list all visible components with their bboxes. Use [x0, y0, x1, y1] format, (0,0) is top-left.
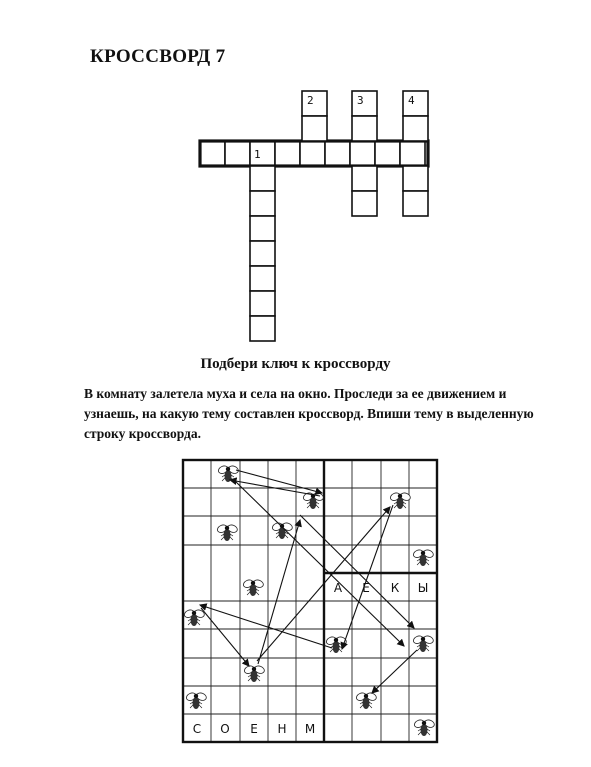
- fly-icons: [183, 464, 435, 736]
- crossword-cell[interactable]: [352, 191, 377, 216]
- crossword-cell[interactable]: [250, 191, 275, 216]
- fly-icon: [412, 634, 434, 652]
- crossword-cell[interactable]: [302, 91, 327, 116]
- crossword-number-3: 3: [357, 94, 364, 107]
- crossword-cell[interactable]: [250, 316, 275, 341]
- crossword-word-2: [302, 91, 327, 141]
- path-arrow: [230, 480, 320, 496]
- crossword-cell[interactable]: [200, 141, 225, 166]
- crossword-number-2: 2: [307, 94, 314, 107]
- fly-icon: [217, 464, 239, 482]
- crossword-number-4: 4: [408, 94, 415, 107]
- crossword-cell[interactable]: [350, 141, 375, 166]
- path-arrow: [200, 605, 332, 648]
- fly-icon: [183, 608, 205, 626]
- crossword-cell[interactable]: [403, 91, 428, 116]
- crossword-cell[interactable]: [302, 116, 327, 141]
- path-arrow: [236, 470, 322, 493]
- fly-icon: [185, 691, 207, 709]
- fly-icon: [216, 523, 238, 541]
- fly-icon: [412, 548, 434, 566]
- crossword-cell[interactable]: [225, 141, 250, 166]
- crossword-highlighted-row: [200, 141, 428, 166]
- crossword-cell[interactable]: [250, 216, 275, 241]
- fly-icon: [389, 491, 411, 509]
- fly-icon: [302, 491, 324, 509]
- path-arrow: [257, 507, 390, 661]
- crossword-cell[interactable]: [250, 241, 275, 266]
- crossword-cell[interactable]: [400, 141, 425, 166]
- crossword-cell[interactable]: [375, 141, 400, 166]
- crossword-word-1: [250, 166, 275, 341]
- path-arrow: [201, 608, 249, 666]
- crossword-cell[interactable]: [325, 141, 350, 166]
- crossword-cell[interactable]: [352, 116, 377, 141]
- crossword-cell[interactable]: [250, 291, 275, 316]
- fly-icon: [325, 635, 347, 653]
- crossword-grid: [0, 0, 591, 350]
- crossword-cell[interactable]: [352, 166, 377, 191]
- fly-icon: [355, 691, 377, 709]
- crossword-cell[interactable]: [403, 191, 428, 216]
- grid-letter: С: [192, 722, 202, 736]
- path-arrow: [342, 505, 393, 649]
- grid-letter: Ы: [417, 581, 429, 595]
- instructions-text: В комнату залетела муха и села на окно. Проследи за ее движением и узнаешь, на какую тему составлен кроссворд. Впиши тему в выделенную строку кроссворда.: [84, 386, 534, 441]
- fly-icon: [413, 718, 435, 736]
- path-arrow: [258, 520, 300, 664]
- flight-path: [200, 470, 417, 693]
- crossword-cell[interactable]: [250, 166, 275, 191]
- crossword-cell[interactable]: [352, 91, 377, 116]
- crossword-cell[interactable]: [275, 141, 300, 166]
- crossword-cell[interactable]: [300, 141, 325, 166]
- grid-letter: А: [333, 581, 343, 595]
- grid-lines: [183, 460, 437, 742]
- grid-letter: К: [390, 581, 400, 595]
- fly-icon: [242, 578, 264, 596]
- page-title: КРОССВОРД 7: [90, 46, 226, 67]
- grid-letter: М: [304, 722, 316, 736]
- section-subtitle: Подбери ключ к кроссворду: [200, 356, 391, 372]
- fly-icon: [271, 521, 293, 539]
- grid-letter: О: [220, 722, 230, 736]
- grid-letter: Н: [277, 722, 287, 736]
- crossword-number-1: 1: [254, 148, 261, 161]
- path-arrow: [300, 515, 414, 628]
- crossword-cell[interactable]: [403, 116, 428, 141]
- grid-letters: [193, 581, 428, 736]
- path-arrow: [372, 650, 417, 693]
- fly-icon: [243, 664, 265, 682]
- grid-letter: Е: [250, 722, 258, 736]
- path-arrow: [234, 480, 404, 646]
- grid-letter: Е: [362, 581, 370, 595]
- crossword-cell[interactable]: [403, 166, 428, 191]
- crossword-cell[interactable]: [250, 266, 275, 291]
- window-frame: [183, 460, 437, 742]
